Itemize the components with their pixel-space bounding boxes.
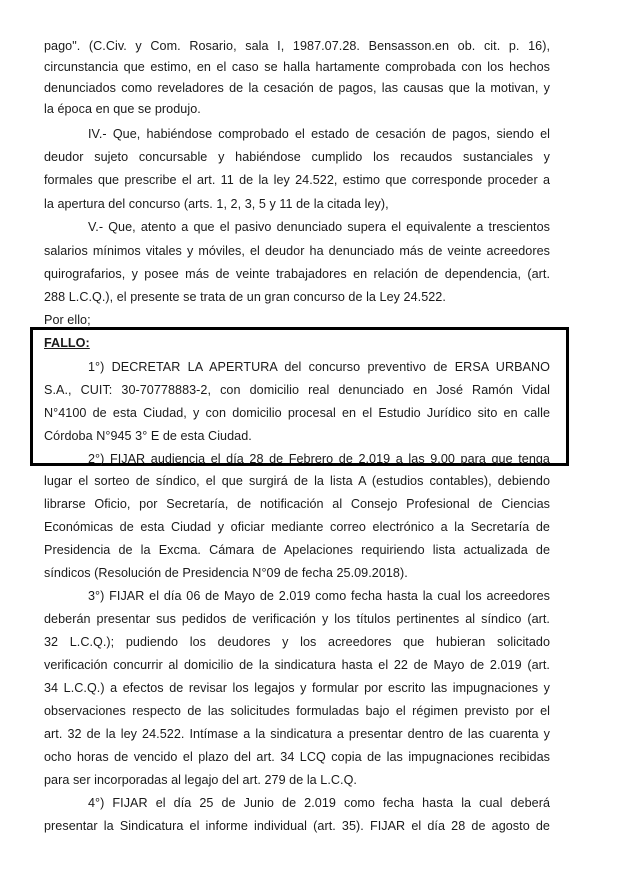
item-2-line: síndicos (Resolución de Presidencia N°09 de fecha 25.09.2018). — [44, 566, 408, 580]
paragraph-v-line: 288 L.C.Q.), el presente se trata de un gran concurso de la Ley 24.522. — [44, 290, 446, 304]
paragraph-iv-line: formales que prescribe el art. 11 de la ley 24.522, estimo que corresponde proceder a — [44, 173, 550, 187]
por-ello-text: Por ello; — [44, 313, 91, 327]
item-3-line: para ser incorporadas al legajo del art. 279 de la L.C.Q. — [44, 773, 357, 787]
item-4-line: presentar la Sindicatura el informe individual (art. 35). FIJAR el día 28 de agosto de — [44, 819, 550, 833]
paragraph-v-line: salarios mínimos vitales y móviles, el deudor ha denunciado más de veinte acreedores — [44, 244, 550, 258]
item-3-line: 32 L.C.Q.); pudiendo los deudores y los acreedores que hubieran solicitado — [44, 635, 550, 649]
paragraph-v-line: quirografarios, y posee más de veinte trabajadores en relación de dependencia, (art. — [44, 267, 550, 281]
item-1-line: Córdoba N°945 3° E de esta Ciudad. — [44, 429, 252, 443]
text-line: denunciados como reveladores de la cesación de pagos, las causas que la motivan, y — [44, 81, 550, 95]
paragraph-iv-line: la apertura del concurso (arts. 1, 2, 3, 5 y 11 de la citada ley), — [44, 197, 389, 211]
text-line: la época en que se produjo. — [44, 102, 201, 116]
item-2-line: Económicas de esta Ciudad y oficiar mediante correo electrónico a la Secretaría de — [44, 520, 550, 534]
item-4-line: 4°) FIJAR el día 25 de Junio de 2.019 como fecha hasta la cual deberá — [88, 796, 550, 810]
item-2-line: librarse Oficio, por Secretaría, de notificación al Consejo Profesional de Ciencias — [44, 497, 550, 511]
item-2-line: lugar el sorteo de síndico, el que surgirá de la lista A (estudios contables), debiendo — [44, 474, 550, 488]
paragraph-iv-line: deudor sujeto concursable y habiéndose cumplido los recaudos sustanciales y — [44, 150, 550, 164]
item-3-line: ocho horas de vencido el plazo del art. 34 LCQ copia de las impugnaciones recibidas — [44, 750, 550, 764]
item-3-line: 34 L.C.Q.) a efectos de revisar los legajos y formular por escrito las impugnaciones y — [44, 681, 550, 695]
fallo-heading: FALLO: — [44, 336, 90, 350]
text-line: circunstancia que estimo, en el caso se halla hartamente comprobada con los hechos — [44, 60, 550, 74]
item-3-line: observaciones respecto de las solicitudes formuladas bajo el régimen previsto por el — [44, 704, 550, 718]
item-3-line: verificación concurrir al domicilio de la sindicatura hasta el 22 de Mayo de 2.019 (art. — [44, 658, 550, 672]
paragraph-v-line: V.- Que, atento a que el pasivo denunciado supera el equivalente a trescientos — [88, 220, 550, 234]
paragraph-iv-line: IV.- Que, habiéndose comprobado el estado de cesación de pagos, siendo el — [88, 127, 550, 141]
item-1-line: 1°) DECRETAR LA APERTURA del concurso preventivo de ERSA URBANO — [88, 360, 550, 374]
item-3-line: 3°) FIJAR el día 06 de Mayo de 2.019 como fecha hasta la cual los acreedores — [88, 589, 550, 603]
item-1-line: N°4100 de esta Ciudad, y con domicilio procesal en el Estudio Jurídico sito en calle — [44, 406, 550, 420]
item-3-line: art. 32 de la ley 24.522. Intímase a la sindicatura a presentar dentro de las cuarenta y — [44, 727, 550, 741]
item-2-line: Presidencia de la Excma. Cámara de Apelaciones requiriendo lista actualizada de — [44, 543, 550, 557]
item-2-line: 2°) FIJAR audiencia el día 28 de Febrero de 2.019 a las 9.00 para que tenga — [88, 452, 550, 466]
item-3-line: deberán presentar sus pedidos de verificación y los títulos pertinentes al síndico (art. — [44, 612, 550, 626]
item-1-line: S.A., CUIT: 30-70778883-2, con domicilio real denunciado en José Ramón Vidal — [44, 383, 550, 397]
text-line: pago". (C.Civ. y Com. Rosario, sala I, 1987.07.28. Bensasson.en ob. cit. p. 16), — [44, 39, 550, 53]
